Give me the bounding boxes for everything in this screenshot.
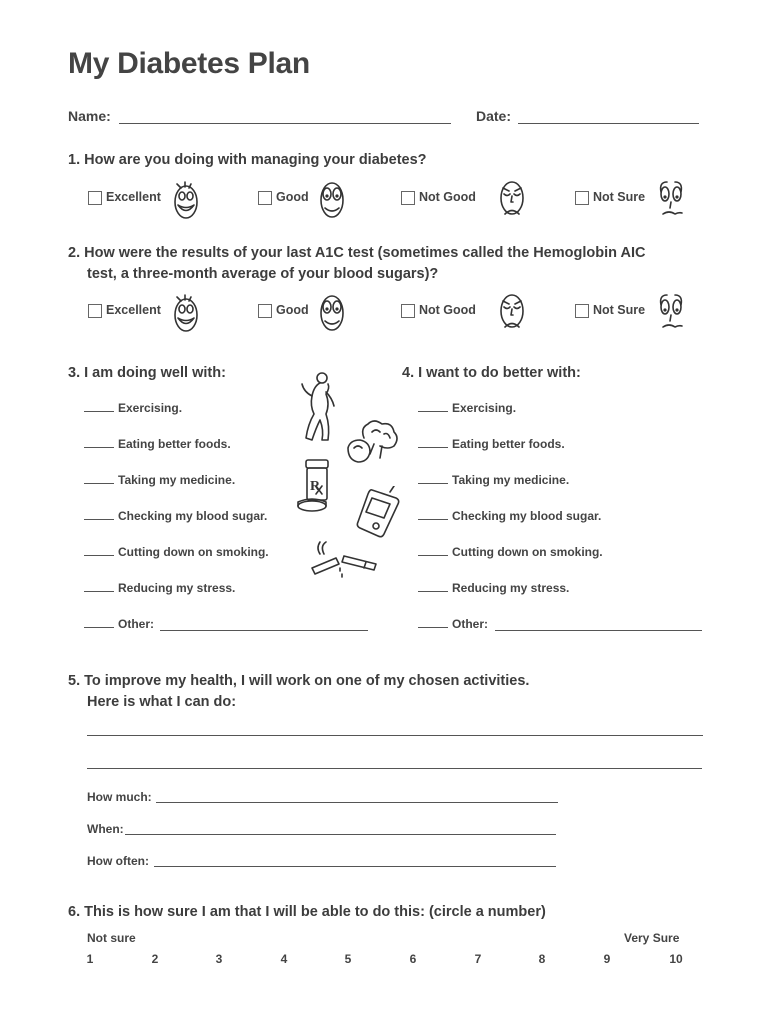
name-label: Name: xyxy=(68,108,111,124)
question-5-line-2: Here is what I can do: xyxy=(87,694,237,710)
q1-not-sure-checkbox[interactable] xyxy=(575,191,589,205)
q2-not-sure-label: Not Sure xyxy=(593,303,646,317)
excellent-face-icon xyxy=(170,291,202,335)
not-good-face-icon xyxy=(496,289,528,333)
page-title: My Diabetes Plan xyxy=(68,47,310,80)
not-sure-face-icon xyxy=(655,291,687,335)
excellent-face-icon xyxy=(170,178,202,222)
question-1: 1. How are you doing with managing your diabetes? xyxy=(68,152,427,168)
how-often-label: How often: xyxy=(87,854,149,868)
q2-good-checkbox[interactable] xyxy=(258,304,272,318)
q3-item-stress[interactable]: Reducing my stress. xyxy=(84,581,235,595)
name-field[interactable] xyxy=(119,123,451,124)
q2-not-good-checkbox[interactable] xyxy=(401,304,415,318)
question-3-heading: 3. I am doing well with: xyxy=(68,365,226,381)
q3-item-eating[interactable]: Eating better foods. xyxy=(84,437,231,451)
svg-text:R: R xyxy=(310,479,321,494)
q2-excellent-label: Excellent xyxy=(106,303,161,317)
q3-item-blood-sugar[interactable]: Checking my blood sugar. xyxy=(84,509,267,523)
scale-high-label: Very Sure xyxy=(624,931,680,945)
question-4-heading: 4. I want to do better with: xyxy=(402,365,581,381)
question-5-line-1: 5. To improve my health, I will work on one of my chosen activities. xyxy=(68,673,530,689)
broken-cigarette-icon xyxy=(306,540,382,580)
q2-good-label: Good xyxy=(276,303,309,317)
how-often-field[interactable] xyxy=(154,866,556,867)
exercising-figure-icon xyxy=(296,370,338,444)
q4-item-medicine[interactable]: Taking my medicine. xyxy=(418,473,569,487)
scale-number-3[interactable]: 3 xyxy=(215,952,223,966)
scale-number-1[interactable]: 1 xyxy=(86,952,94,966)
q4-item-smoking[interactable]: Cutting down on smoking. xyxy=(418,545,603,559)
plan-line-1[interactable] xyxy=(87,735,703,736)
q1-not-good-checkbox[interactable] xyxy=(401,191,415,205)
q4-item-eating[interactable]: Eating better foods. xyxy=(418,437,565,451)
good-face-icon xyxy=(316,291,348,335)
not-good-face-icon xyxy=(496,176,528,220)
date-field[interactable] xyxy=(518,123,699,124)
q3-item-other[interactable]: Other: xyxy=(84,617,154,631)
q4-item-stress[interactable]: Reducing my stress. xyxy=(418,581,569,595)
q1-good-label: Good xyxy=(276,190,309,204)
q1-excellent-checkbox[interactable] xyxy=(88,191,102,205)
scale-number-4[interactable]: 4 xyxy=(280,952,288,966)
not-sure-face-icon xyxy=(655,178,687,222)
q3-item-smoking[interactable]: Cutting down on smoking. xyxy=(84,545,269,559)
q2-excellent-checkbox[interactable] xyxy=(88,304,102,318)
question-2-line-2: test, a three-month average of your blood sugars)? xyxy=(87,266,439,282)
when-label: When: xyxy=(87,822,124,836)
scale-number-10[interactable]: 10 xyxy=(669,952,683,966)
how-much-field[interactable] xyxy=(156,802,558,803)
plan-line-2[interactable] xyxy=(87,768,702,769)
rx-bottle-icon xyxy=(294,458,334,514)
q1-not-sure-label: Not Sure xyxy=(593,190,646,204)
date-label: Date: xyxy=(476,108,512,124)
q4-item-blood-sugar[interactable]: Checking my blood sugar. xyxy=(418,509,601,523)
q3-item-exercising[interactable]: Exercising. xyxy=(84,401,182,415)
how-much-label: How much: xyxy=(87,790,152,804)
glucose-meter-icon xyxy=(356,486,402,540)
q1-good-checkbox[interactable] xyxy=(258,191,272,205)
scale-number-2[interactable]: 2 xyxy=(151,952,159,966)
q4-other-field[interactable] xyxy=(495,630,702,631)
q3-item-medicine[interactable]: Taking my medicine. xyxy=(84,473,235,487)
vegetables-icon xyxy=(344,418,402,466)
q2-not-sure-checkbox[interactable] xyxy=(575,304,589,318)
q1-excellent-label: Excellent xyxy=(106,190,161,204)
scale-number-6[interactable]: 6 xyxy=(409,952,417,966)
scale-number-5[interactable]: 5 xyxy=(344,952,352,966)
question-6: 6. This is how sure I am that I will be able to do this: (circle a number) xyxy=(68,904,546,920)
scale-low-label: Not sure xyxy=(87,931,136,945)
good-face-icon xyxy=(316,178,348,222)
scale-number-7[interactable]: 7 xyxy=(474,952,482,966)
q2-not-good-label: Not Good xyxy=(419,303,476,317)
scale-number-9[interactable]: 9 xyxy=(603,952,611,966)
q4-item-other[interactable]: Other: xyxy=(418,617,488,631)
question-2-line-1: 2. How were the results of your last A1C test (sometimes called the Hemoglobin AIC xyxy=(68,245,646,261)
scale-number-8[interactable]: 8 xyxy=(538,952,546,966)
q4-item-exercising[interactable]: Exercising. xyxy=(418,401,516,415)
q3-other-field[interactable] xyxy=(160,630,368,631)
when-field[interactable] xyxy=(125,834,556,835)
q1-not-good-label: Not Good xyxy=(419,190,476,204)
